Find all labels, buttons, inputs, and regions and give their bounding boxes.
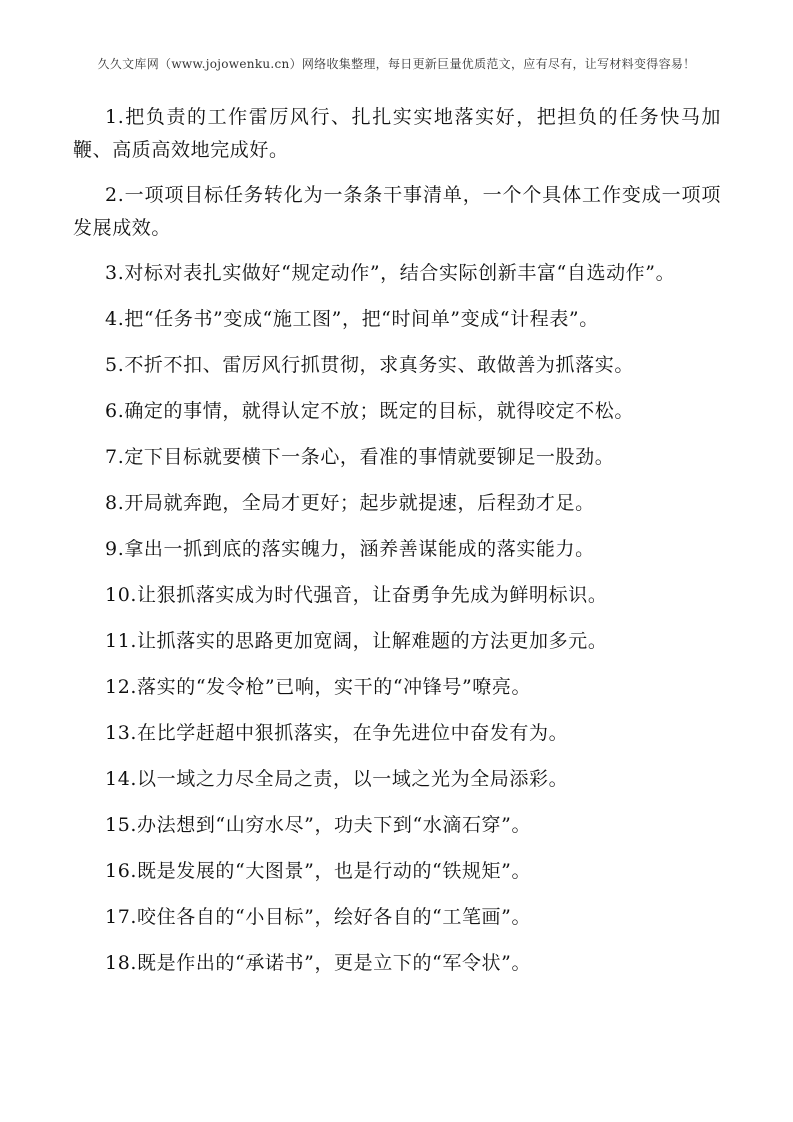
list-item: 6.确定的事情，就得认定不放；既定的目标，就得咬定不松。 [105,400,634,422]
list-item: 5.不折不扣、雷厉风行抓贯彻，求真务实、敢做善为抓落实。 [105,354,634,376]
list-item: 15.办法想到“山穷水尽”，功夫下到“水滴石穿”。 [105,814,532,836]
list-item: 4.把“任务书”变成“施工图”，把“时间单”变成“计程表”。 [105,308,599,330]
list-item: 9.拿出一抓到底的落实魄力，涵养善谋能成的落实能力。 [105,538,595,560]
document-body [73,101,721,993]
list-item: 2.一项项目标任务转化为一条条干事清单，一个个具体工作变成一项项发展成效。 [73,184,721,239]
list-item: 10.让狠抓落实成为时代强音，让奋勇争先成为鲜明标识。 [105,584,608,606]
list-item: 11.让抓落实的思路更加宽阔，让解难题的方法更加多元。 [105,630,608,652]
list-item: 17.咬住各自的“小目标”，绘好各自的“工笔画”。 [105,906,532,928]
list-item: 14.以一域之力尽全局之责，以一域之光为全局添彩。 [105,768,569,790]
list-item: 1.把负责的工作雷厉风行、扎扎实实地落实好，把担负的任务快马加鞭、高质高效地完成好。 [73,106,721,161]
list-item: 13.在比学赶超中狠抓落实，在争先进位中奋发有为。 [105,722,569,744]
header-note: 久久文库网（www.jojowenku.cn）网络收集整理，每日更新巨量优质范文，应有尽有，让写材料变得容易！ [97,57,696,71]
list-item: 3.对标对表扎实做好“规定动作”，结合实际创新丰富“自选动作”。 [105,262,676,284]
list-item: 8.开局就奔跑，全局才更好；起步就提速，后程劲才足。 [105,492,595,514]
list-item: 12.落实的“发令枪”已响，实干的“冲锋号”嘹亮。 [105,676,532,698]
list-item: 7.定下目标就要横下一条心，看准的事情就要铆足一股劲。 [105,446,615,468]
list-item: 18.既是作出的“承诺书”，更是立下的“军令状”。 [105,952,532,974]
list-item: 16.既是发展的“大图景”，也是行动的“铁规矩”。 [105,860,532,882]
